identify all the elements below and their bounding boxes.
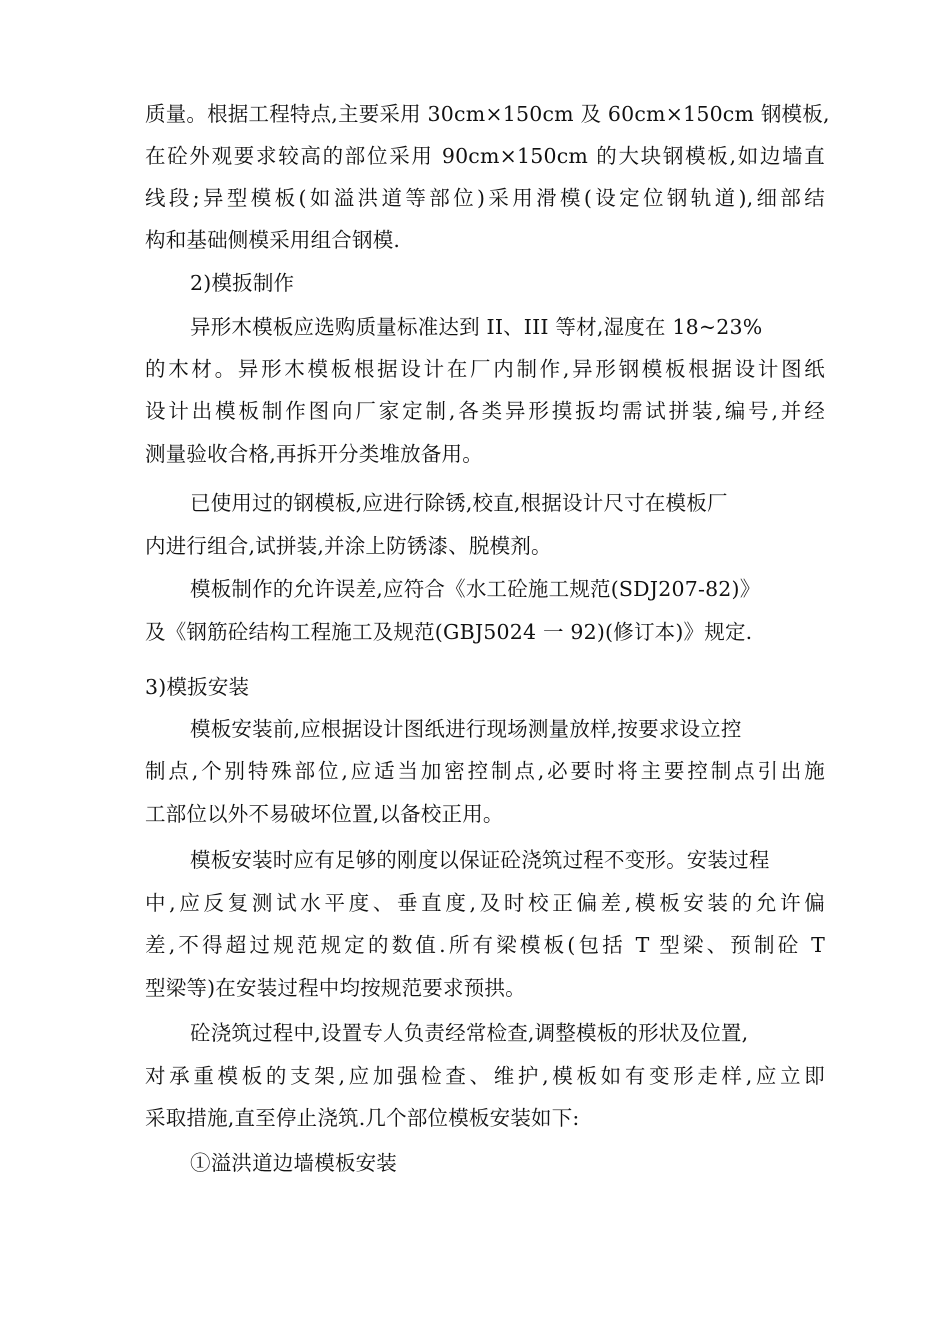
body-line: 内进行组合,试拼装,并涂上防锈漆、脱模剂。	[145, 534, 552, 558]
body-line: 模板安装时应有足够的刚度以保证砼浇筑过程不变形。安装过程	[190, 848, 770, 872]
section-heading: 3)模扳安装	[145, 675, 250, 699]
subsection-heading: ①溢洪道边墙模板安装	[190, 1151, 397, 1175]
body-line: 在砼外观要求较高的部位采用 90cm×150cm 的大块钢模板,如边墙直	[145, 144, 825, 168]
body-line: 异形木模板应选购质量标准达到 II、III 等材,湿度在 18~23%	[190, 315, 763, 339]
body-line: 制点,个别特殊部位,应适当加密控制点,必要时将主要控制点引出施	[145, 759, 825, 783]
body-line: 已使用过的钢模板,应进行除锈,校直,根据设计尺寸在模板厂	[190, 491, 728, 515]
body-line: 模板制作的允许误差,应符合《水工砼施工规范(SDJ207-82)》	[190, 577, 761, 601]
body-line: 砼浇筑过程中,设置专人负责经常检查,调整模板的形状及位置,	[190, 1021, 749, 1045]
body-line: 工部位以外不易破坏位置,以备校正用。	[145, 802, 504, 826]
section-heading: 2)模扳制作	[190, 271, 295, 295]
body-line: 模板安装前,应根据设计图纸进行现场测量放样,按要求设立控	[190, 717, 742, 741]
body-line: 构和基础侧模采用组合钢模.	[145, 228, 401, 252]
body-line: 及《钢筋砼结构工程施工及规范(GBJ5024 一 92)(修订本)》规定.	[145, 620, 753, 644]
body-line: 测量验收合格,再拆开分类堆放备用。	[145, 442, 483, 466]
body-line: 对承重模板的支架,应加强检查、维护,模板如有变形走样,应立即	[145, 1064, 825, 1088]
body-line: 线段;异型模板(如溢洪道等部位)采用滑模(设定位钢轨道),细部结	[145, 186, 825, 210]
body-line: 的木材。异形木模板根据设计在厂内制作,异形钢模板根据设计图纸	[145, 357, 825, 381]
body-line: 型梁等)在安装过程中均按规范要求预拱。	[145, 976, 526, 1000]
body-line: 采取措施,直至停止浇筑.几个部位模板安装如下:	[145, 1106, 580, 1130]
body-line: 设计出模板制作图向厂家定制,各类异形摸扳均需试拼装,编号,并经	[145, 399, 825, 423]
body-line: 质量。根据工程特点,主要采用 30cm×150cm 及 60cm×150cm 钢模板,	[145, 102, 830, 126]
body-line: 中,应反复测试水平度、垂直度,及时校正偏差,模板安装的允许偏	[145, 891, 825, 915]
body-line: 差,不得超过规范规定的数值.所有梁模板(包括 T 型梁、预制砼 T	[145, 933, 825, 957]
